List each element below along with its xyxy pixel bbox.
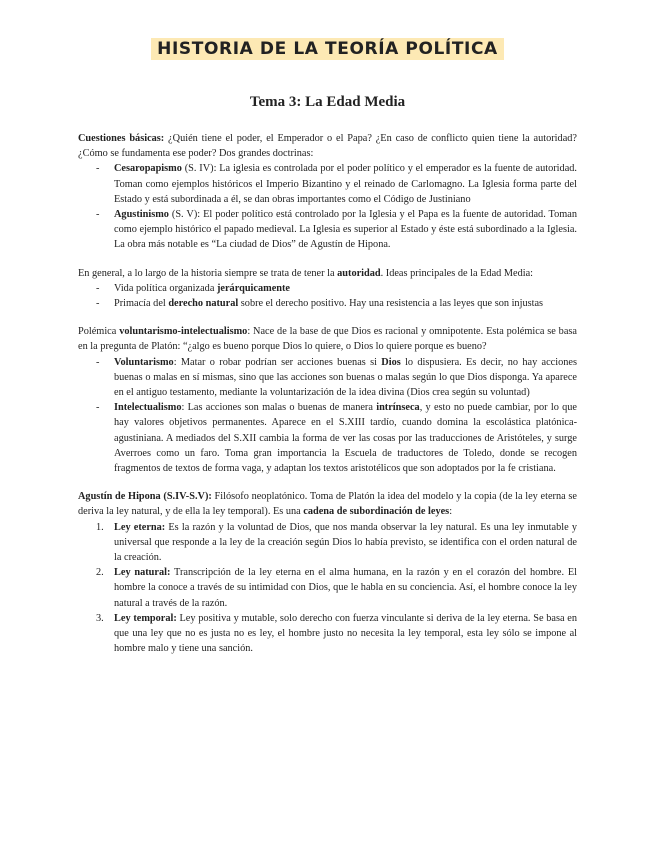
list-item: [78, 520, 577, 566]
laws-list: [78, 520, 577, 657]
basic-questions-label: Cuestiones básicas:: [78, 133, 165, 144]
doctrine-text: (S. V): El poder político está controlado por la Iglesia y el Papa es la fuente de autoridad. Toman como ejemplo histórico el papado medieval. La Iglesia es superior al Estado y éste está subordinado a la Iglesia. La obra más notable es “La ciudad de Dios” de Agustín de Hipona.: [114, 209, 577, 251]
law-term: Ley eterna:: [114, 521, 166, 533]
idea-text: Primacía del: [114, 298, 169, 310]
course-banner: HISTORIA DE LA TEORÍA POLÍTICA: [151, 38, 504, 60]
main-ideas-list: [78, 281, 577, 311]
basic-questions-text: ¿Quién tiene el poder, el Emperador o el Papa? ¿En caso de conflicto quien tiene la autoridad? ¿Cómo se fundamenta ese poder? Dos grandes doctrinas:: [78, 133, 577, 160]
idea-text: Vida política organizada: [114, 282, 217, 294]
law-text: Es la razón y la voluntad de Dios, que nos manda observar la ley natural. Es una ley inmutable y universal que responde a la ley de la creación según Dios lo había previsto, se identifica con el orden natural de la creación.: [114, 521, 578, 564]
basic-questions-paragraph: [78, 131, 577, 161]
general-paragraph: [78, 266, 577, 281]
intellectualism-text: : Las acciones son malas o buenas de manera: [181, 402, 377, 414]
list-item: [78, 611, 577, 657]
dash-bullet: -: [96, 356, 100, 368]
dash-bullet: -: [96, 282, 100, 294]
polemic-text-end: : Nace de la base de que Dios es racional y omnipotente. Esta polémica se basa en la pregunta de Platón: “¿algo es bueno porque Dios lo quiere, o Dios lo quiere porque es bueno?: [78, 326, 577, 353]
intellectualism-bold: intrínseca: [376, 402, 420, 414]
dash-bullet: -: [96, 163, 100, 175]
voluntarism-text: : Matar o robar podrían ser acciones buenas si: [173, 356, 382, 368]
agustin-text: Filósofo neoplatónico. Toma de Platón la idea del modelo y la copia (de la ley eterna se deriva la ley natural, y de ella la ley temporal). Es una: [78, 491, 577, 518]
dash-bullet: -: [96, 402, 100, 414]
polemic-bold: voluntarismo-intelectualismo: [119, 326, 248, 338]
doctrine-text: (S. IV): La iglesia es controlada por el poder político y el emperador es la fuente de autoridad. Toman como ejemplos históricos el Imperio Bizantino y el reinado de Carlomagno. La Iglesia forma parte del Estado y está subordinada a él, se dan obras importantes como el Código de Justiniano: [114, 163, 577, 205]
list-item: [78, 161, 577, 207]
list-item: [78, 281, 577, 296]
list-number: 1.: [96, 521, 104, 533]
agustin-paragraph: [78, 489, 577, 519]
law-term: Ley natural:: [114, 567, 171, 579]
agustin-label: Agustín de Hipona (S.IV-S.V):: [78, 491, 212, 503]
topic-title: Tema 3: La Edad Media: [249, 94, 406, 110]
idea-bold: jerárquicamente: [216, 282, 290, 294]
law-text: Ley positiva y mutable, solo derecho con fuerza vinculante si deriva de la ley eterna. Se basa en que una ley que no es justa no es ley, el hombre justo no necesita la ley temporal, esta ley sólo se impone al hombre malo y tiene una sanción.: [114, 612, 577, 655]
voluntarism-bold: Dios: [381, 356, 401, 368]
doctrine-term: Cesaropapismo: [114, 163, 182, 175]
agustin-text-end: :: [449, 506, 453, 518]
agustin-bold: cadena de subordinación de leyes: [303, 506, 450, 518]
list-number: 2.: [96, 567, 104, 579]
list-item: [78, 207, 577, 253]
law-text: Transcripción de la ley eterna en el alma humana, en la razón y en el corazón del hombre. El hombre la conoce a través de su intimidad con Dios, que le habla en su conciencia. Así, el hombre conoce la ley natural a través de la razón.: [114, 567, 577, 609]
polemic-list: [78, 355, 577, 477]
general-text: En general, a lo largo de la historia siempre se trata de tener la: [78, 267, 338, 279]
idea-bold: derecho natural: [168, 298, 239, 310]
doctrine-term: Agustinismo: [114, 209, 169, 221]
voluntarism-text-end: lo dispusiera. Es decir, no hay acciones buenas o malas en sí mismas, sino que las acciones son buenas o malas según lo que Dios disponga. Ya aparece en el antiguo testamento, mediante la voluntarización de la idea divina (Dios crea según su voluntad): [114, 356, 577, 399]
dash-bullet: -: [96, 209, 100, 221]
intellectualism-text-end: , y esto no puede cambiar, por lo que hay valores objetivos permanentes. Aparece en el S.XIII tardío, cuando domina la escolástica platónica-agustiniana. A mediados del S.XII cambia la forma de ver las cosas por las traducciones de Aristóteles, y surge Averroes como un faro. Toma gran importancia la Escuela de traductores de Toledo, donde se recogen fragmentos de textos de forma vaga, y adaptan los textos aristotélicos que son adoptados por la fe cristiana.: [114, 402, 577, 475]
general-text-end: . Ideas principales de la Edad Media:: [380, 267, 534, 279]
law-term: Ley temporal:: [114, 612, 177, 624]
polemic-text: Polémica: [78, 326, 120, 338]
idea-text-end: sobre el derecho positivo. Hay una resistencia a las leyes que son injustas: [238, 298, 544, 310]
list-item: [78, 400, 577, 476]
dash-bullet: -: [96, 298, 100, 310]
banner-row: [78, 0, 577, 76]
list-item: [78, 355, 577, 401]
general-bold: autoridad: [337, 267, 381, 279]
list-item: [78, 565, 577, 611]
doctrines-list: [78, 161, 577, 252]
intellectualism-term: Intelectualismo: [114, 402, 182, 414]
list-item: [78, 296, 577, 311]
polemic-paragraph: [78, 324, 577, 354]
list-number: 3.: [96, 612, 104, 624]
voluntarism-term: Voluntarismo: [114, 356, 174, 368]
